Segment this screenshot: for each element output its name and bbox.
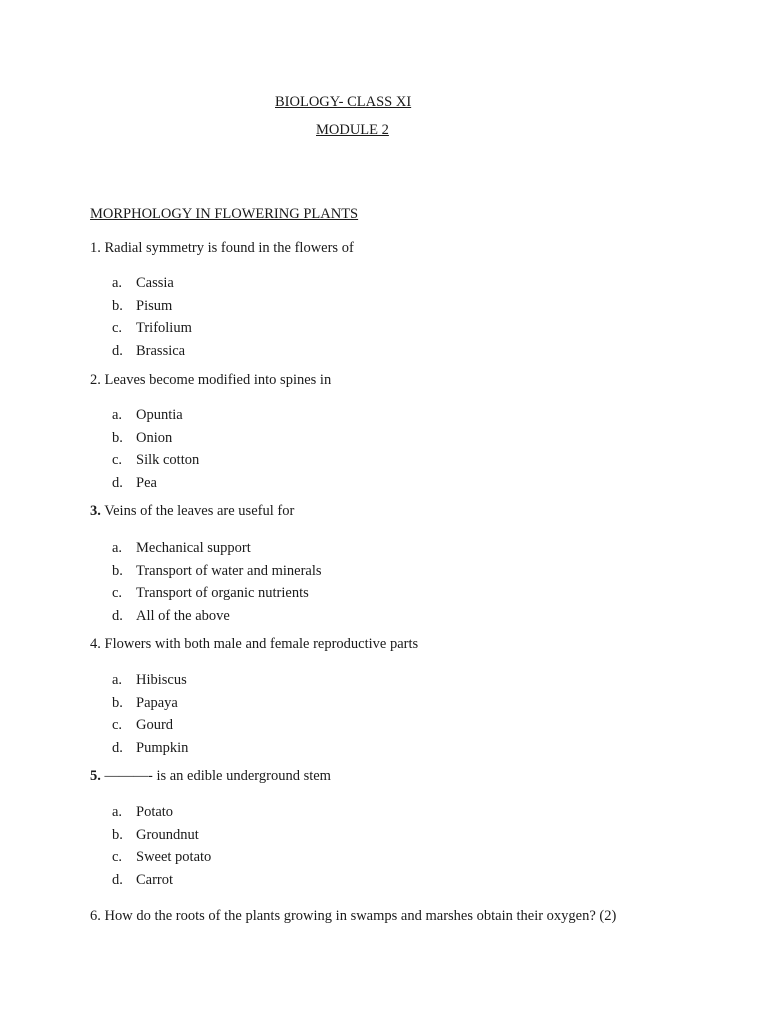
option-letter: b. (112, 562, 123, 579)
option-item (112, 669, 188, 692)
option-item (112, 404, 199, 427)
question-1 (90, 240, 354, 257)
option-item (112, 472, 199, 495)
option-text: Carrot (136, 872, 174, 889)
option-item (112, 714, 188, 737)
option-letter: c. (112, 849, 123, 866)
question-text: How do the roots of the plants growing in swamps and marshes obtain their oxygen? (2) (100, 908, 617, 924)
option-letter: b. (112, 429, 123, 446)
option-letter: a. (112, 275, 123, 291)
option-letter: c. (112, 585, 123, 602)
option-text: Brassica (136, 343, 186, 360)
question-text: Flowers with both male and female reproductive parts (100, 636, 419, 652)
option-text: Pea (136, 475, 157, 492)
option-letter: c. (112, 717, 123, 734)
option-item (112, 427, 199, 450)
option-text: Gourd (136, 717, 174, 734)
options-list-4 (112, 669, 188, 760)
option-item (112, 801, 211, 824)
question-text: Veins of the leaves are useful for (100, 503, 295, 519)
option-item (112, 295, 192, 318)
option-text: Hibiscus (136, 672, 187, 688)
question-number: 4. (90, 636, 101, 652)
option-letter: d. (112, 608, 123, 625)
option-text: Potato (136, 804, 174, 820)
option-text: Pumpkin (136, 740, 189, 757)
option-item (112, 737, 188, 760)
option-letter: b. (112, 826, 123, 843)
option-text: Silk cotton (136, 452, 200, 469)
option-letter: a. (112, 540, 123, 556)
question-number: 3. (90, 503, 101, 519)
option-letter: c. (112, 320, 123, 337)
options-list-5 (112, 801, 211, 892)
option-item (112, 846, 211, 869)
question-number: 2. (90, 372, 101, 388)
question-2 (90, 372, 331, 389)
option-item (112, 449, 199, 472)
option-text: Sweet potato (136, 849, 212, 866)
question-number: 1. (90, 240, 101, 256)
question-4 (90, 636, 418, 653)
option-item (112, 824, 211, 847)
option-text: Transport of organic nutrients (136, 585, 309, 602)
question-number: 6. (90, 908, 101, 924)
question-text: Radial symmetry is found in the flowers of (100, 240, 354, 256)
option-item (112, 560, 322, 583)
options-list-1 (112, 272, 192, 363)
option-text: All of the above (136, 608, 230, 625)
option-text: Transport of water and minerals (136, 562, 322, 579)
option-item (112, 340, 192, 363)
question-3 (90, 503, 294, 520)
option-item (112, 605, 322, 628)
option-letter: b. (112, 297, 123, 314)
option-item (112, 537, 322, 560)
option-text: Pisum (136, 297, 173, 314)
option-text: Onion (136, 429, 173, 446)
option-item (112, 317, 192, 340)
option-text: Groundnut (136, 826, 199, 843)
option-letter: c. (112, 452, 123, 469)
option-text: Papaya (136, 694, 178, 711)
option-item (112, 272, 192, 295)
option-letter: b. (112, 694, 123, 711)
option-text: Cassia (136, 275, 174, 291)
question-5 (90, 768, 331, 785)
option-letter: d. (112, 343, 123, 360)
option-item (112, 869, 211, 892)
option-letter: d. (112, 872, 123, 889)
option-letter: a. (112, 407, 123, 423)
option-text: Opuntia (136, 407, 183, 423)
question-text: ———- is an edible underground stem (100, 768, 331, 784)
option-item (112, 582, 322, 605)
option-letter: a. (112, 672, 123, 688)
question-6 (90, 908, 616, 925)
options-list-3 (112, 537, 322, 628)
question-text: Leaves become modified into spines in (100, 372, 332, 388)
option-item (112, 692, 188, 715)
option-text: Trifolium (136, 320, 192, 337)
options-list-2 (112, 404, 199, 495)
option-text: Mechanical support (136, 540, 251, 556)
question-number: 5. (90, 768, 101, 784)
section-heading: MORPHOLOGY IN FLOWERING PLANTS (90, 206, 359, 222)
module-heading: MODULE 2 (316, 122, 389, 138)
option-letter: d. (112, 740, 123, 757)
document-title: BIOLOGY- CLASS XI (275, 94, 412, 110)
option-letter: a. (112, 804, 123, 820)
option-letter: d. (112, 475, 123, 492)
